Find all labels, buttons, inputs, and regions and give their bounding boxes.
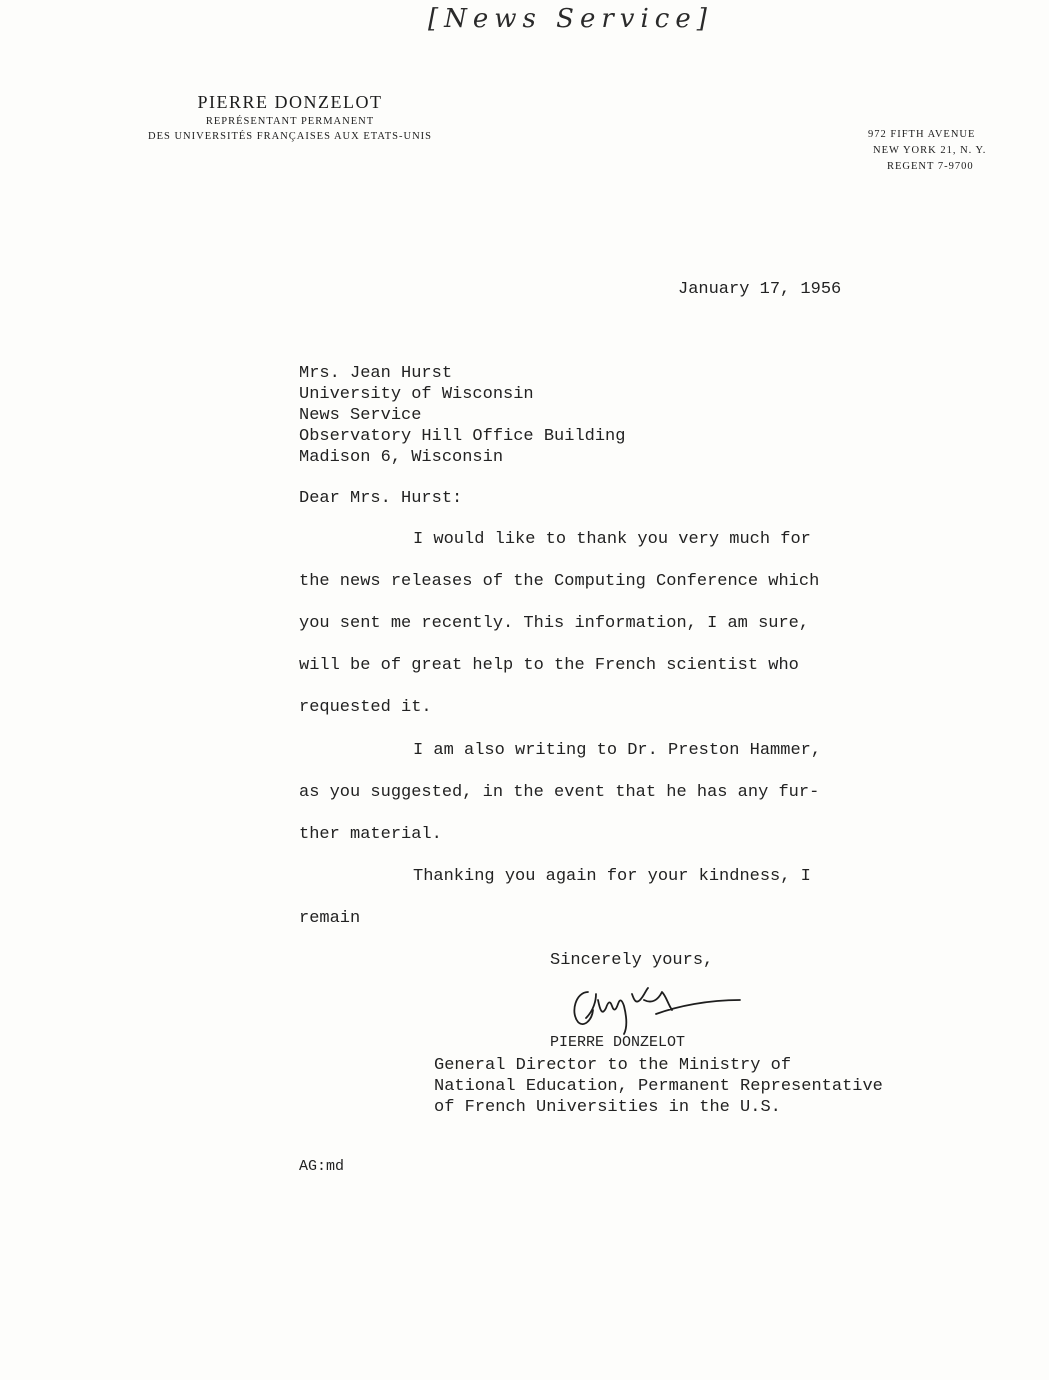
letterhead-name: PIERRE DONZELOT	[197, 92, 383, 112]
closing: Sincerely yours,	[550, 951, 714, 970]
address-line-2: NEW YORK 21, N. Y.	[873, 145, 987, 156]
body-line: ther material.	[299, 825, 442, 844]
address-line-1: 972 FIFTH AVENUE	[868, 129, 976, 140]
recipient-line: Madison 6, Wisconsin	[299, 448, 504, 467]
body-line: you sent me recently. This information, I am sure,	[299, 614, 810, 633]
body-line: as you suggested, in the event that he has any fur-	[299, 783, 820, 802]
body-line: I am also writing to Dr. Preston Hammer,	[413, 741, 822, 760]
letter-date: January 17, 1956	[678, 280, 842, 299]
body-line: requested it.	[299, 698, 432, 717]
recipient-line: News Service	[299, 406, 422, 425]
recipient-address	[299, 363, 625, 468]
recipient-line: University of Wisconsin	[299, 385, 534, 404]
body-line: remain	[299, 909, 361, 928]
recipient-line: Mrs. Jean Hurst	[299, 364, 453, 383]
letterhead-title-2: DES UNIVERSITÉS FRANÇAISES AUX ETATS-UNIS	[147, 131, 432, 142]
signature-scribble	[548, 970, 748, 1040]
handwritten-annotation: [News Service]	[428, 4, 713, 34]
salutation: Dear Mrs. Hurst:	[299, 489, 463, 508]
phone-number: REGENT 7-9700	[887, 161, 974, 172]
letterhead-address	[868, 129, 986, 172]
body-line: the news releases of the Computing Conference which	[299, 572, 820, 591]
reference-initials: AG:md	[299, 1158, 345, 1175]
body-line: Thanking you again for your kindness, I	[413, 867, 811, 886]
signer-name: PIERRE DONZELOT	[550, 1034, 686, 1051]
recipient-line: Observatory Hill Office Building	[299, 427, 626, 446]
body-line: will be of great help to the French scientist who	[299, 656, 799, 675]
letterhead-title-1: REPRÉSENTANT PERMANENT	[205, 116, 375, 127]
signer-title-line: General Director to the Ministry of	[434, 1056, 792, 1075]
letterhead-left	[100, 92, 480, 142]
signer-title-line: National Education, Permanent Representative	[434, 1077, 883, 1096]
signer-title	[434, 1055, 883, 1118]
body-line: I would like to thank you very much for	[413, 530, 811, 549]
signer-title-line: of French Universities in the U.S.	[434, 1098, 781, 1117]
